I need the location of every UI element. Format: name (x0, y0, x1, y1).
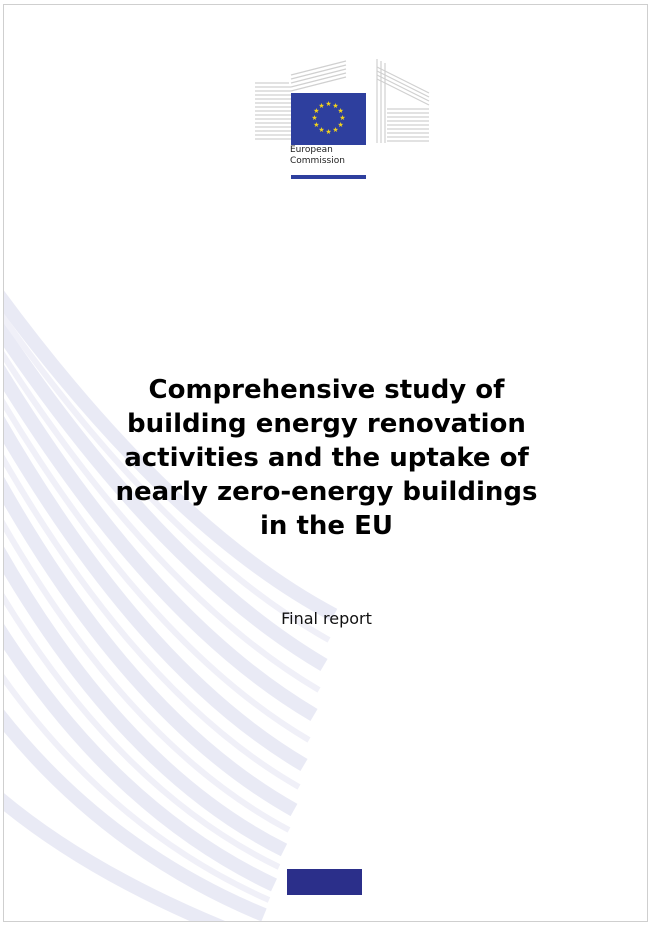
svg-text:★: ★ (332, 126, 339, 135)
report-cover-page (3, 4, 648, 922)
svg-text:★: ★ (313, 121, 320, 129)
logo-line-european: European (290, 145, 333, 155)
logo-line-commission: Commission (290, 156, 345, 166)
svg-text:★: ★ (311, 114, 318, 122)
title-line: building energy renovation (127, 409, 526, 439)
svg-text:★: ★ (325, 128, 332, 136)
svg-text:★: ★ (332, 101, 339, 110)
svg-text:★: ★ (325, 100, 332, 108)
svg-text:★: ★ (318, 126, 325, 135)
svg-text:★: ★ (339, 114, 346, 122)
svg-text:★: ★ (313, 107, 320, 115)
title-line: activities and the uptake of (124, 443, 529, 473)
report-subtitle: Final report (281, 609, 372, 628)
report-title (54, 373, 599, 543)
svg-text:★: ★ (337, 121, 344, 129)
svg-text:★: ★ (318, 101, 325, 110)
building-lines-right (377, 59, 429, 143)
logo-wordmark (290, 145, 345, 167)
footer-color-bar (287, 869, 362, 895)
svg-text:★: ★ (337, 107, 344, 115)
title-line: Comprehensive study of (148, 375, 505, 405)
title-line: in the EU (260, 511, 393, 541)
title-line: nearly zero-energy buildings (115, 477, 538, 507)
logo-underline (291, 175, 366, 179)
